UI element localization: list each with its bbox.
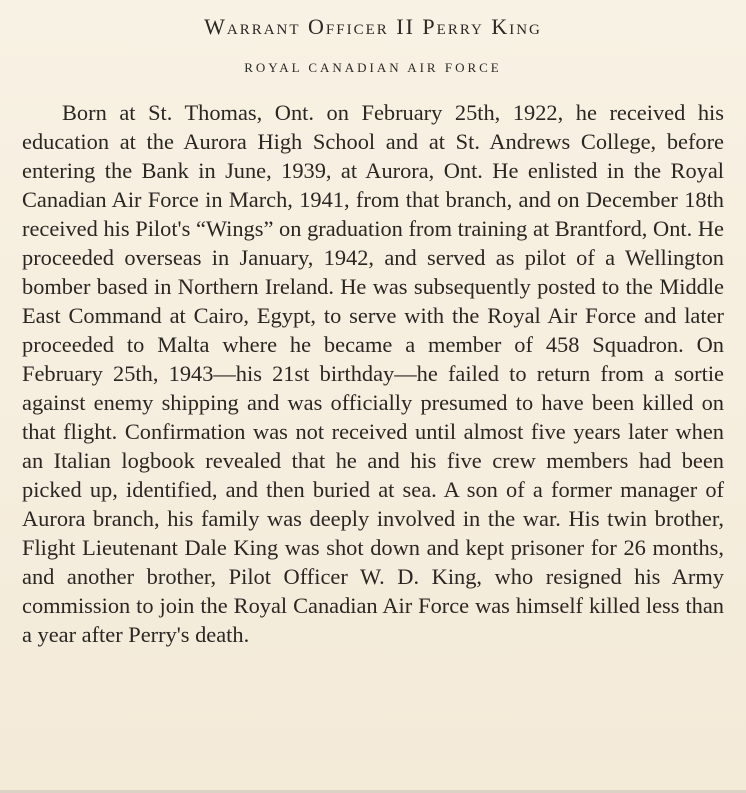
page-title: Warrant Officer II Perry King: [204, 14, 542, 39]
page-subtitle: ROYAL CANADIAN AIR FORCE: [244, 60, 502, 75]
body-paragraph: Born at St. Thomas, Ont. on February 25th, 1922, he received his education at the Aurora High School and at St. Andrews College, before entering the Bank in June, 1939, at Aurora, Ont. He enlisted in the Royal Canadian Air Force in March, 1941, from that branch, and on December 18th received his Pilot's “Wings” on graduation from training at Brantford, Ont. He proceeded overseas in January, 1942, and served as pilot of a Wellington bomber based in Northern Ireland. He was subsequently posted to the Middle East Command at Cairo, Egypt, to serve with the Royal Air Force and later proceeded to Malta where he became a member of 458 Squadron. On February 25th, 1943—his 21st birthday—he failed to return from a sortie against enemy shipping and was officially presumed to have been killed on that flight. Confirmation was not received until almost five years later when an Italian logbook revealed that he and his five crew members had been picked up, identified, and then buried at sea. A son of a former manager of Aurora branch, his family was deeply involved in the war. His twin brother, Flight Lieutenant Dale King was shot down and kept prisoner for 26 months, and another brother, Pilot Officer W. D. King, who resigned his Army commission to join the Royal Canadian Air Force was himself killed less than a year after Perry's death.: [22, 100, 724, 647]
